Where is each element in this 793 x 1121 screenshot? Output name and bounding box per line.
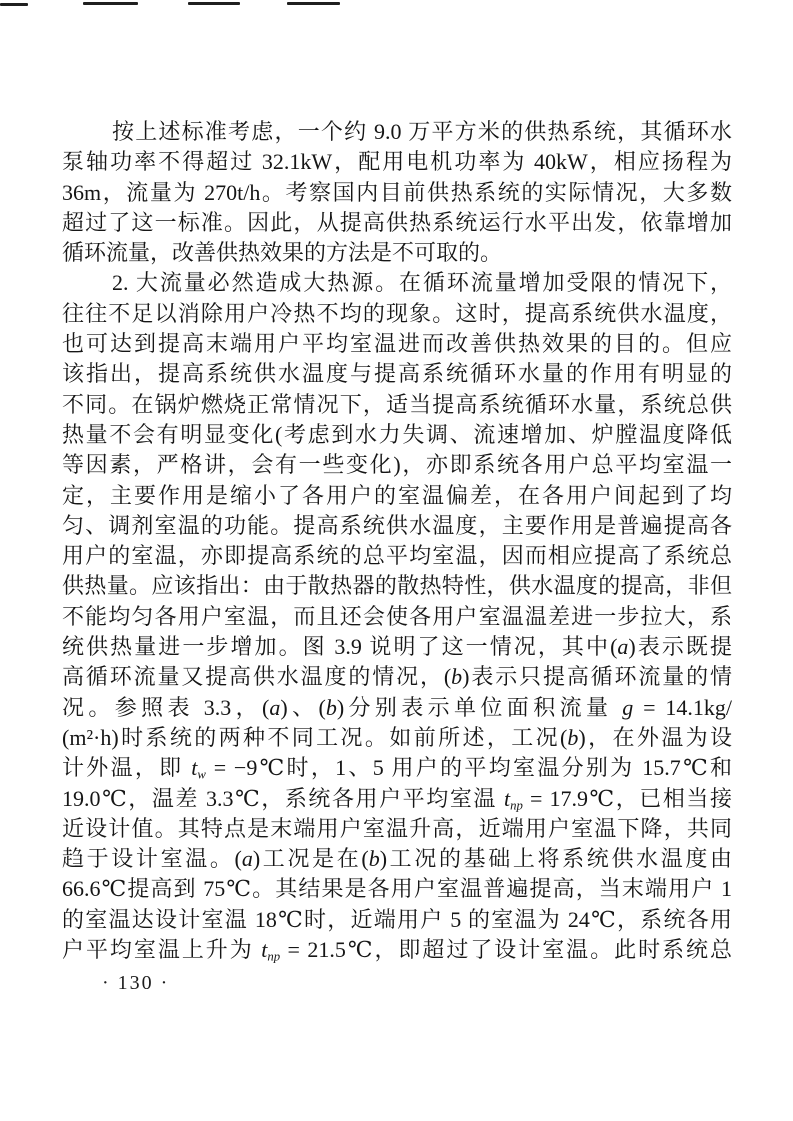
text-line: 2. 大流量必然造成大热源。在循环流量增加受限的情况下，: [112, 270, 732, 296]
text-line: 高循环流量又提高供水温度的情况，(b)表示只提高循环流量的情: [62, 664, 732, 690]
text-line: 定，主要作用是缩小了各用户的室温偏差，在各用户间起到了均: [62, 482, 732, 508]
scan-artifact-marks: [0, 0, 793, 10]
text-line: 不能均匀各用户室温，而且还会使各用户室温温差进一步拉大，系: [62, 603, 732, 629]
text-line: 往往不足以消除用户冷热不均的现象。这时，提高系统供水温度，: [62, 300, 732, 326]
page-number: · 130 ·: [102, 972, 170, 994]
text-line: 超过了这一标准。因此，从提高供热系统运行水平出发，依靠增加: [62, 209, 732, 235]
text-line: 不同。在锅炉燃烧正常情况下，适当提高系统循环水量，系统总供: [62, 391, 732, 417]
text-line: 循环流量，改善供热效果的方法是不可取的。: [62, 240, 503, 266]
scan-artifact-line: [188, 2, 240, 5]
text-line: 近设计值。其特点是末端用户室温升高，近端用户室温下降，共同: [62, 815, 732, 841]
text-line: 户平均室温上升为 tnp = 21.5℃，即超过了设计室温。此时系统总: [62, 937, 732, 964]
text-line: 19.0℃，温差 3.3℃，系统各用户平均室温 tnp = 17.9℃，已相当接: [62, 785, 732, 813]
scan-artifact-line: [0, 3, 28, 6]
text-block: [62, 117, 732, 965]
text-line: 36m，流量为 270t/h。考察国内目前供热系统的实际情况，大多数: [62, 179, 732, 205]
text-line: 供热量。应该指出：由于散热器的散热特性，供水温度的提高，非但: [62, 573, 732, 599]
text-line: 泵轴功率不得超过 32.1kW，配用电机功率为 40kW，相应扬程为: [62, 149, 732, 175]
text-line: 统供热量进一步增加。图 3.9 说明了这一情况，其中(a)表示既提: [62, 634, 732, 660]
scan-artifact-line: [83, 2, 138, 5]
text-line: 况。参照表 3.3，(a)、(b)分别表示单位面积流量 g = 14.1kg/: [62, 694, 732, 720]
text-line: 等因素，严格讲，会有一些变化)，亦即系统各用户总平均室温一: [62, 452, 732, 478]
text-line: 也可达到提高末端用户平均室温进而改善供热效果的目的。但应: [62, 331, 732, 357]
text-line: 66.6℃提高到 75℃。其结果是各用户室温普遍提高，当末端用户 1: [62, 876, 732, 902]
text-line: 按上述标准考虑，一个约 9.0 万平方米的供热系统，其循环水: [112, 119, 732, 144]
text-line: 趋于设计室温。(a)工况是在(b)工况的基础上将系统供水温度由: [62, 846, 732, 872]
text-line: 的室温达设计室温 18℃时，近端用户 5 的室温为 24℃，系统各用: [62, 906, 732, 932]
text-line: 计外温，即 tw = −9℃时，1、5 用户的平均室温分别为 15.7℃和: [62, 755, 732, 782]
text-line: 用户的室温，亦即提高系统的总平均室温，因而相应提高了系统总: [62, 543, 732, 569]
text-line: 匀、调剂室温的功能。提高系统供水温度，主要作用是普遍提高各: [62, 512, 732, 538]
text-line: 热量不会有明显变化(考虑到水力失调、流速增加、炉膛温度降低: [62, 421, 732, 447]
text-line: (m²·h)时系统的两种不同工况。如前所述，工况(b)，在外温为设: [62, 724, 732, 750]
text-line: 该指出，提高系统供水温度与提高系统循环水量的作用有明显的: [62, 361, 732, 387]
scan-artifact-line: [287, 2, 340, 5]
